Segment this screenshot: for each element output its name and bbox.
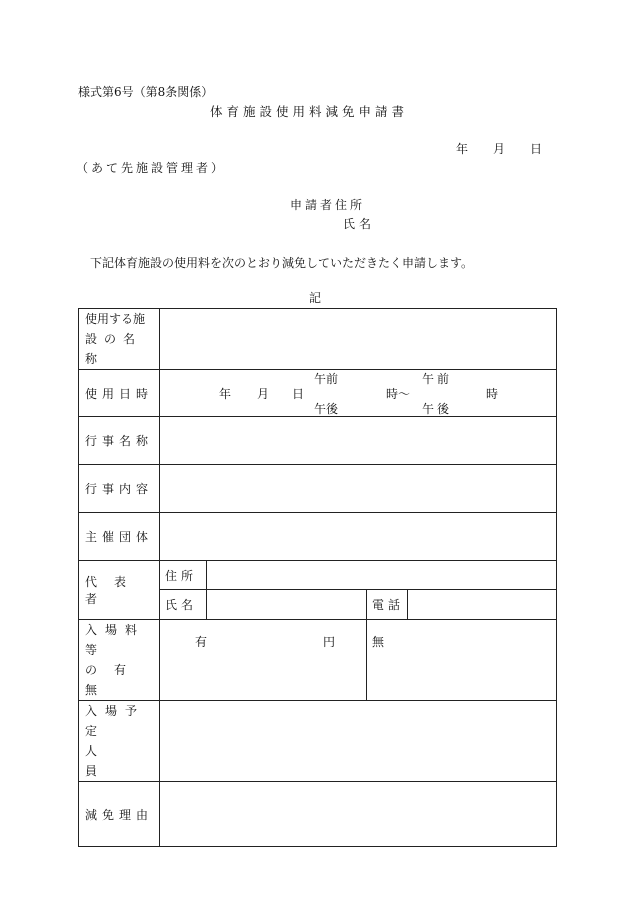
rep-address-label: 住所 bbox=[160, 561, 207, 590]
start-hour-label: 時〜 bbox=[386, 387, 411, 401]
rep-name-label: 氏名 bbox=[160, 590, 207, 620]
form-number: 様式第6号（第8条関係） bbox=[78, 85, 214, 99]
organizer-field[interactable] bbox=[160, 513, 557, 561]
ki-label: 記 bbox=[309, 291, 322, 305]
row-facility-name bbox=[79, 309, 557, 370]
event-name-field[interactable] bbox=[160, 417, 557, 465]
event-content-field[interactable] bbox=[160, 465, 557, 513]
usage-datetime-label: 使用日時 bbox=[79, 370, 160, 417]
facility-name-field[interactable] bbox=[160, 309, 557, 370]
attendance-label-cell bbox=[79, 701, 160, 782]
admission-fee-label-cell bbox=[79, 620, 160, 701]
usage-day-label: 日 bbox=[292, 387, 305, 401]
fee-no-label: 無 bbox=[372, 635, 385, 649]
rep-phone-label: 電話 bbox=[367, 590, 408, 620]
event-content-label: 行事内容 bbox=[79, 465, 160, 513]
end-pm-label: 午後 bbox=[422, 402, 453, 416]
applicant-address-label: 申請者住所 bbox=[290, 198, 366, 212]
row-admission-fee bbox=[79, 620, 557, 701]
attendance-label-line1: 入場予定 bbox=[85, 704, 146, 738]
attendance-label-line2: 人員 bbox=[85, 744, 150, 778]
reduction-reason-label: 減免理由 bbox=[79, 782, 160, 847]
representative-label: 代表者 bbox=[85, 575, 144, 606]
admission-fee-label-line2: の有無 bbox=[85, 663, 144, 697]
request-statement: 下記体育施設の使用料を次のとおり減免していただきたく申請します。 bbox=[90, 256, 474, 270]
representative-label-cell bbox=[79, 561, 160, 620]
start-am-label: 午前 bbox=[314, 372, 339, 386]
fee-yen-label: 円 bbox=[323, 635, 336, 649]
admission-fee-no-field[interactable] bbox=[367, 620, 557, 701]
admission-fee-label-line1: 入場料等 bbox=[85, 623, 146, 657]
start-pm-label: 午後 bbox=[314, 402, 339, 416]
addressee: （あて先施設管理者） bbox=[76, 161, 227, 175]
reduction-reason-field[interactable] bbox=[160, 782, 557, 847]
usage-year-label: 年 bbox=[219, 387, 232, 401]
event-name-label: 行事名称 bbox=[79, 417, 160, 465]
facility-name-label-cell bbox=[79, 309, 160, 370]
date-year-label: 年 bbox=[456, 142, 469, 156]
end-hour-label: 時 bbox=[486, 387, 499, 401]
row-representative-address bbox=[79, 561, 557, 590]
facility-name-label-line1: 使用する施 bbox=[85, 312, 146, 326]
applicant-name-label: 氏名 bbox=[343, 217, 376, 231]
fee-yes-label: 有 bbox=[195, 635, 208, 649]
usage-month-label: 月 bbox=[257, 387, 270, 401]
usage-datetime-field[interactable] bbox=[160, 370, 557, 417]
row-expected-attendance bbox=[79, 701, 557, 782]
facility-name-label-line2: 設の名称 bbox=[85, 332, 143, 366]
admission-fee-yes-field[interactable] bbox=[160, 620, 367, 701]
row-event-name bbox=[79, 417, 557, 465]
row-event-content bbox=[79, 465, 557, 513]
row-usage-datetime bbox=[79, 370, 557, 417]
document-title: 体育施設使用料減免申請書 bbox=[210, 104, 409, 119]
rep-phone-field[interactable] bbox=[408, 590, 557, 620]
date-day-label: 日 bbox=[530, 142, 543, 156]
row-reduction-reason bbox=[79, 782, 557, 847]
attendance-field[interactable] bbox=[160, 701, 557, 782]
rep-address-field[interactable] bbox=[207, 561, 557, 590]
rep-name-field[interactable] bbox=[207, 590, 367, 620]
application-form-table bbox=[78, 308, 557, 847]
date-month-label: 月 bbox=[493, 142, 506, 156]
organizer-label: 主催団体 bbox=[79, 513, 160, 561]
row-organizer bbox=[79, 513, 557, 561]
end-am-label: 午前 bbox=[422, 372, 453, 386]
